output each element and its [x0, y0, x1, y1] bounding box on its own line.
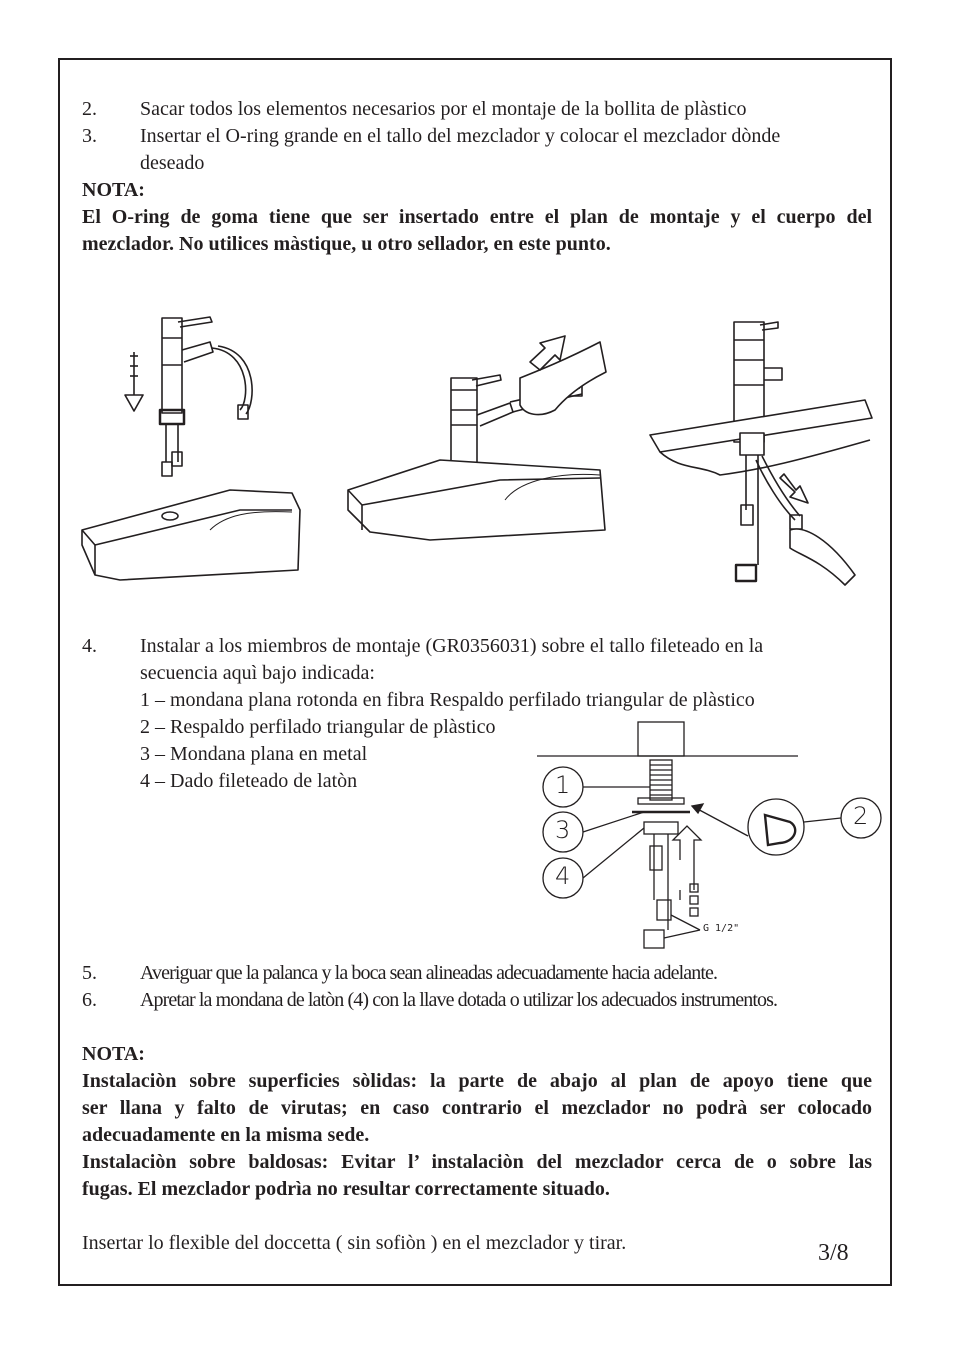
page-number: 3/8 [818, 1240, 849, 1266]
faucet-oring-illustration [82, 317, 300, 580]
step-4-item-2: 2 – Respaldo perfilado triangular de plàstico [140, 716, 496, 738]
step-2-number: 2. [82, 98, 97, 120]
note-2-para-1-line-3: adecuadamente en la misma sede. [82, 1124, 370, 1146]
mounting-components-diagram [537, 722, 881, 948]
diagram-label-4: 4 [555, 862, 571, 890]
step-5-text: Averiguar que la palanca y la boca sean alineadas adecuadamente hacia adelante. [140, 962, 718, 984]
thread-size-label: G 1/2" [703, 923, 740, 934]
hose-pull-illustration [650, 322, 872, 585]
note-2-para-2-line-2: fugas. El mezclador podrìa no resultar correctamente situado. [82, 1178, 610, 1200]
note-1-heading: NOTA: [82, 179, 145, 201]
step-3-text: Insertar el O-ring grande en el tallo del mezclador y colocar el mezclador dònde [140, 125, 781, 147]
step-4-item-1: 1 – mondana plana rotonda en fibra Respaldo perfilado triangular de plàstico [140, 689, 755, 711]
step-2-text: Sacar todos los elementos necesarios por el montaje de la bollita de plàstico [140, 98, 747, 120]
note-2-heading: NOTA: [82, 1043, 145, 1065]
note-2-para-2-line-1: Instalaciòn sobre baldosas: Evitar l’ instalaciòn del mezclador cerca de o sobre las [82, 1151, 872, 1173]
note-1-line-2: mezclador. No utilices màstique, u otro sellador, en este punto. [82, 233, 611, 255]
step-6-number: 6. [82, 989, 97, 1011]
step-3-number: 3. [82, 125, 97, 147]
step-5-number: 5. [82, 962, 97, 984]
step-6-text: Apretar la mondana de latòn (4) con la llave dotada o utilizar los adecuados instrumentos. [140, 989, 778, 1011]
note-1-line-1: El O-ring de goma tiene que ser insertado entre el plan de montaje y el cuerpo del [82, 206, 872, 228]
step-3-text-cont: deseado [140, 152, 205, 174]
diagram-label-2: 2 [853, 802, 869, 830]
diagram-label-1: 1 [555, 771, 571, 799]
step-4-item-4: 4 – Dado fileteado de latòn [140, 770, 358, 792]
diagram-label-3: 3 [555, 816, 571, 844]
step-4-line-1: Instalar a los miembros de montaje (GR0356031) sobre el tallo fileteado en la [140, 635, 764, 657]
note-2-para-1-line-2: ser llana y falto de virutas; en caso contrario el mezclador no podrà ser colocado [82, 1097, 872, 1119]
note-2-para-1-line-1: Instalaciòn sobre superficies sòlidas: la parte de abajo al plan de apoyo tiene que [82, 1070, 872, 1092]
step-4-item-3: 3 – Mondana plana en metal [140, 743, 368, 765]
hose-insertion-illustration [348, 336, 606, 540]
final-instruction: Insertar lo flexible del doccetta ( sin sofiòn ) en el mezclador y tirar. [82, 1232, 627, 1254]
step-4-number: 4. [82, 635, 97, 657]
step-4-line-2: secuencia aquì bajo indicada: [140, 662, 375, 684]
